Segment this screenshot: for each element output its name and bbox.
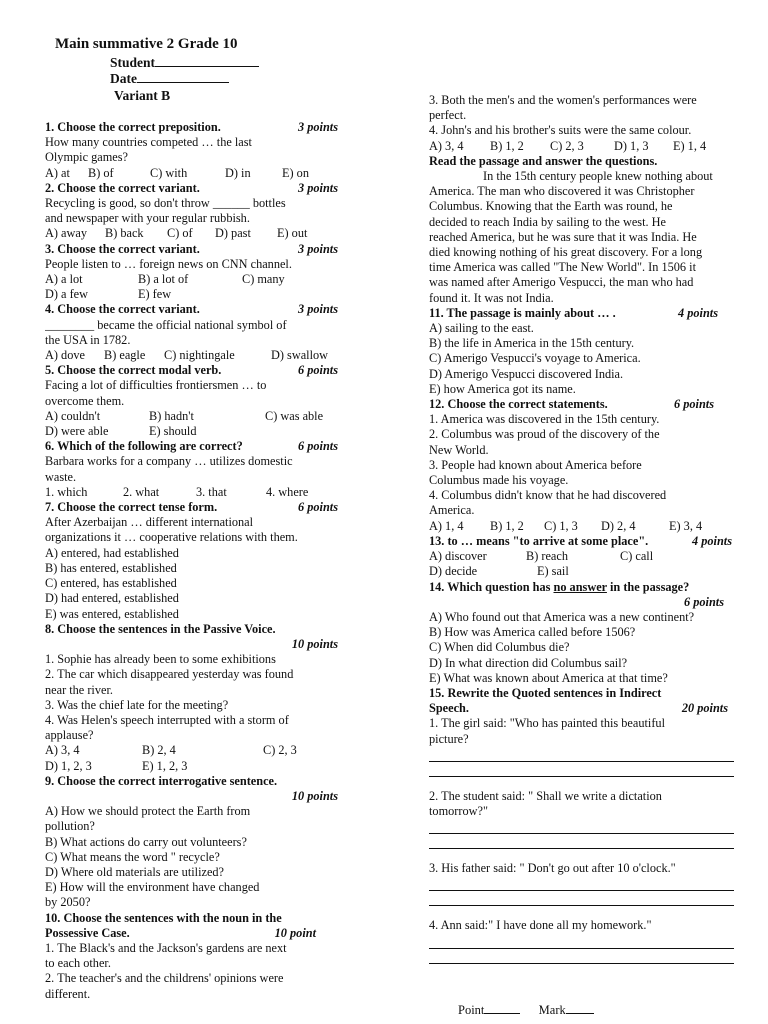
option-e[interactable]: E) What was known about America at that time? — [429, 670, 668, 685]
question-text: ________ became the official national symbol of — [45, 317, 287, 332]
quoted-sentence: 1. The girl said: "Who has painted this beautiful — [429, 716, 665, 731]
option-1[interactable]: 1. which — [45, 484, 88, 499]
question-14 — [429, 580, 736, 686]
option-a[interactable]: A) Who found out that America was a new continent? — [429, 609, 695, 624]
question-9 — [45, 774, 338, 911]
option-a[interactable]: A) 3, 4 — [429, 138, 464, 153]
variant-label: Variant B — [114, 88, 171, 103]
option-c[interactable]: C) many — [242, 272, 285, 287]
question-text: 3. Was the chief late for the meeting? — [45, 697, 229, 712]
option-d[interactable]: D) past — [215, 226, 251, 241]
option-e[interactable]: E) 1, 4 — [673, 138, 707, 153]
passage-line: found it. It was not India. — [429, 290, 554, 305]
quoted-sentence: tomorrow?" — [429, 803, 488, 818]
option-a[interactable]: A) couldn't — [45, 408, 101, 423]
option-c[interactable]: C) Amerigo Vespucci's voyage to America. — [429, 351, 641, 366]
statement: Columbus made his voyage. — [429, 473, 569, 488]
option-e[interactable]: E) out — [277, 226, 308, 241]
question-10-continued — [429, 93, 736, 154]
date-blank[interactable] — [137, 70, 229, 83]
question-title-cont: Speech. — [429, 701, 469, 716]
option-d[interactable]: D) swallow — [271, 348, 329, 363]
question-text: 2. The teacher's and the childrens' opinions were — [45, 971, 284, 986]
question-text: and newspaper with your regular rubbish. — [45, 211, 250, 226]
statement: 2. Columbus was proud of the discovery of the — [429, 427, 660, 442]
question-text: Olympic games? — [45, 150, 128, 165]
passage-line: died knowing nothing of his great discovery. For a long — [429, 245, 703, 260]
question-6 — [45, 439, 338, 500]
question-title: 6. Which of the following are correct? — [45, 439, 243, 454]
question-5 — [45, 363, 338, 439]
option-a[interactable]: A) sailing to the east. — [429, 321, 534, 336]
passage-line: time America was called "The New World". In 1506 it — [429, 260, 696, 275]
option-b[interactable]: B) the life in America in the 15th century. — [429, 336, 635, 351]
passage-line: America. The man who discovered it was Christopher — [429, 184, 695, 199]
worksheet-title: Main summative 2 Grade 10 — [55, 36, 238, 52]
answer-line[interactable] — [429, 747, 734, 762]
question-10 — [45, 911, 338, 1002]
option-a[interactable]: A) entered, had established — [45, 545, 179, 560]
option-b[interactable]: B) a lot of — [138, 272, 189, 287]
question-title-cont: Possessive Case. — [45, 925, 130, 940]
option-c[interactable]: C) 1, 3 — [544, 518, 578, 533]
question-8 — [45, 622, 338, 774]
question-text: waste. — [45, 469, 77, 484]
points-label: 4 points — [692, 533, 732, 548]
option-d[interactable]: D) decide — [429, 564, 478, 579]
option-e[interactable]: E) 1, 2, 3 — [142, 758, 188, 773]
option-d[interactable]: D) 1, 2, 3 — [45, 758, 92, 773]
question-11 — [429, 306, 736, 397]
option-e[interactable]: E) should — [149, 424, 197, 439]
option-d[interactable]: D) Where old materials are utilized? — [45, 864, 225, 879]
question-text: near the river. — [45, 682, 113, 697]
quoted-sentence: 2. The student said: " Shall we write a dictation — [429, 788, 662, 803]
question-text: perfect. — [429, 108, 467, 123]
right-column — [429, 93, 736, 964]
answer-line[interactable] — [429, 819, 734, 834]
option-c[interactable]: C) When did Columbus die? — [429, 640, 570, 655]
statement: America. — [429, 503, 475, 518]
score-footer: Point Mark — [458, 1001, 594, 1018]
points-label: 10 points — [291, 636, 338, 651]
question-text: How many countries competed … the last — [45, 135, 252, 150]
question-7 — [45, 500, 338, 622]
question-text: 2. The car which disappeared yesterday was found — [45, 667, 294, 682]
statement: New World. — [429, 442, 489, 457]
question-1 — [45, 120, 338, 181]
passage-title: Read the passage and answer the questions. — [429, 153, 658, 168]
statement: 3. People had known about America before — [429, 457, 642, 472]
answer-options — [45, 424, 338, 439]
question-text: organizations it … cooperative relations with them. — [45, 530, 298, 545]
question-text: different. — [45, 986, 91, 1001]
question-title: 3. Choose the correct variant. — [45, 241, 200, 256]
left-column — [45, 120, 338, 1002]
student-line: Student — [110, 54, 259, 71]
answer-options — [45, 743, 338, 758]
option-d[interactable]: D) a few — [45, 287, 89, 302]
option-a[interactable]: A) discover — [429, 549, 487, 564]
answer-options — [45, 485, 338, 500]
option-a[interactable]: A) at — [45, 165, 70, 180]
option-b[interactable]: B) How was America called before 1506? — [429, 625, 636, 640]
option-c[interactable]: C) call — [620, 549, 654, 564]
answer-options — [45, 166, 338, 181]
points-label: 6 points — [298, 500, 338, 515]
option-c[interactable]: C) of — [167, 226, 193, 241]
question-title: 14. Which question has no answer in the passage? — [429, 579, 690, 594]
option-b[interactable]: B) What actions do carry out volunteers? — [45, 834, 247, 849]
option-a[interactable]: A) a lot — [45, 272, 83, 287]
option-b[interactable]: B) 2, 4 — [142, 743, 176, 758]
option-e-cont: by 2050? — [45, 895, 91, 910]
point-blank[interactable] — [484, 1001, 520, 1014]
option-a-cont: pollution? — [45, 819, 95, 834]
question-title: 15. Rewrite the Quoted sentences in Indirect — [429, 685, 662, 700]
option-2[interactable]: 2. what — [123, 484, 160, 499]
answer-options — [429, 519, 736, 534]
points-label: 6 points — [674, 397, 714, 412]
answer-options — [45, 287, 338, 302]
date-line: Date — [110, 70, 229, 87]
question-text: People listen to … foreign news on CNN channel. — [45, 256, 292, 271]
option-b[interactable]: B) reach — [526, 549, 568, 564]
passage-line: decided to reach India by sailing to the west. He — [429, 214, 666, 229]
reading-passage — [429, 154, 736, 306]
points-label: 3 points — [298, 302, 338, 317]
option-c[interactable]: C) What means the word " recycle? — [45, 849, 220, 864]
option-e[interactable]: E) 3, 4 — [669, 518, 703, 533]
option-e[interactable]: E) sail — [537, 564, 569, 579]
student-blank[interactable] — [155, 54, 259, 67]
question-title: 5. Choose the correct modal verb. — [45, 363, 222, 378]
option-c[interactable]: C) 2, 3 — [550, 138, 584, 153]
statement: 4. Columbus didn't know that he had discovered — [429, 488, 667, 503]
question-15 — [429, 686, 736, 964]
points-label: 20 points — [681, 701, 728, 716]
question-text: to each other. — [45, 956, 111, 971]
option-e[interactable]: E) how America got its name. — [429, 381, 576, 396]
option-b[interactable]: B) of — [88, 165, 114, 180]
question-2 — [45, 181, 338, 242]
question-title: 13. to … means "to arrive at some place". — [429, 533, 649, 548]
mark-blank[interactable] — [566, 1001, 594, 1014]
option-a[interactable]: A) away — [45, 226, 87, 241]
question-text: Barbara works for a company … utilizes domestic — [45, 454, 293, 469]
points-label: 3 points — [298, 120, 338, 134]
answer-options — [45, 759, 338, 774]
question-12 — [429, 397, 736, 534]
answer-line[interactable] — [429, 949, 734, 964]
question-4 — [45, 302, 338, 363]
option-e[interactable]: E) How will the environment have changed — [45, 880, 260, 895]
option-c[interactable]: C) with — [150, 165, 188, 180]
option-e[interactable]: E) was entered, established — [45, 606, 179, 621]
statement: 1. America was discovered in the 15th century. — [429, 412, 660, 427]
quoted-sentence: picture? — [429, 731, 469, 746]
question-13 — [429, 534, 736, 580]
option-3[interactable]: 3. that — [196, 484, 227, 499]
passage-line: Columbus. Knowing that the Earth was round, he — [429, 199, 673, 214]
option-4[interactable]: 4. where — [266, 484, 309, 499]
option-e[interactable]: E) few — [138, 287, 172, 302]
question-3 — [45, 242, 338, 303]
passage-line: In the 15th century people knew nothing about — [483, 169, 713, 184]
option-d[interactable]: D) 2, 4 — [601, 518, 636, 533]
answer-options — [429, 564, 736, 579]
option-c[interactable]: C) entered, has established — [45, 576, 177, 591]
answer-line[interactable] — [429, 934, 734, 949]
question-title: 4. Choose the correct variant. — [45, 302, 200, 317]
question-text: the USA in 1782. — [45, 332, 131, 347]
option-d[interactable]: D) were able — [45, 424, 109, 439]
option-a[interactable]: A) 3, 4 — [45, 743, 80, 758]
question-title: 12. Choose the correct statements. — [429, 397, 608, 412]
quoted-sentence: 3. His father said: " Don't go out after 10 o'clock." — [429, 861, 676, 876]
question-title: 7. Choose the correct tense form. — [45, 500, 218, 515]
question-text: 3. Both the men's and the women's performances were — [429, 93, 697, 107]
answer-options — [429, 139, 736, 154]
option-d[interactable]: D) in — [225, 165, 251, 180]
option-d[interactable]: D) Amerigo Vespucci discovered India. — [429, 366, 624, 381]
question-text: Recycling is good, so don't throw ______ bottles — [45, 196, 286, 211]
option-d[interactable]: D) In what direction did Columbus sail? — [429, 655, 628, 670]
points-label: 6 points — [684, 594, 724, 609]
question-title: 2. Choose the correct variant. — [45, 180, 200, 195]
option-a[interactable]: A) How we should protect the Earth from — [45, 804, 251, 819]
option-b[interactable]: B) hadn't — [149, 408, 194, 423]
answer-options — [45, 272, 338, 287]
points-label: 3 points — [298, 180, 338, 195]
question-text: Facing a lot of difficulties frontiersmen … to — [45, 378, 267, 393]
question-text: overcome them. — [45, 393, 125, 408]
question-text: 4. John's and his brother's suits were the same colour. — [429, 123, 692, 138]
points-label: 4 points — [678, 305, 718, 320]
question-title: 8. Choose the sentences in the Passive Voice. — [45, 621, 276, 636]
option-b[interactable]: B) eagle — [104, 348, 146, 363]
option-d[interactable]: D) had entered, established — [45, 591, 179, 606]
passage-line: was named after Amerigo Vespucci, the man who had — [429, 275, 694, 290]
option-c[interactable]: C) was able — [265, 408, 324, 423]
question-title: 9. Choose the correct interrogative sentence. — [45, 773, 278, 788]
answer-line[interactable] — [429, 834, 734, 849]
answer-line[interactable] — [429, 891, 734, 906]
points-label: 10 point — [274, 925, 316, 940]
question-text: applause? — [45, 728, 94, 743]
option-b[interactable]: B) back — [105, 226, 144, 241]
option-d[interactable]: D) 1, 3 — [614, 138, 649, 153]
question-title: 10. Choose the sentences with the noun in the — [45, 910, 282, 925]
option-a[interactable]: A) 1, 4 — [429, 518, 464, 533]
option-c[interactable]: C) nightingale — [164, 348, 235, 363]
option-b[interactable]: B) has entered, established — [45, 560, 177, 575]
answer-line[interactable] — [429, 876, 734, 891]
option-b[interactable]: B) 1, 2 — [490, 518, 524, 533]
question-text: 4. Was Helen's speech interrupted with a storm of — [45, 712, 289, 727]
question-title: 1. Choose the correct preposition. — [45, 120, 221, 134]
answer-options — [45, 226, 338, 241]
option-c[interactable]: C) 2, 3 — [263, 743, 297, 758]
answer-options — [429, 549, 736, 564]
question-text: 1. The Black's and the Jackson's gardens are next — [45, 940, 287, 955]
answer-options — [45, 409, 338, 424]
points-label: 6 points — [298, 363, 338, 378]
option-a[interactable]: A) dove — [45, 348, 85, 363]
answer-line[interactable] — [429, 762, 734, 777]
points-label: 3 points — [298, 241, 338, 256]
option-b[interactable]: B) 1, 2 — [490, 138, 524, 153]
question-text: 1. Sophie has already been to some exhibitions — [45, 652, 276, 667]
points-label: 6 points — [298, 439, 338, 454]
question-title: 11. The passage is mainly about … . — [429, 305, 616, 320]
points-label: 10 points — [291, 788, 338, 803]
question-text: After Azerbaijan … different international — [45, 515, 254, 530]
passage-line: reached America, but he was sure that it was India. He — [429, 229, 697, 244]
answer-options — [45, 348, 338, 363]
option-e[interactable]: E) on — [282, 165, 309, 180]
quoted-sentence: 4. Ann said:" I have done all my homework." — [429, 918, 652, 933]
